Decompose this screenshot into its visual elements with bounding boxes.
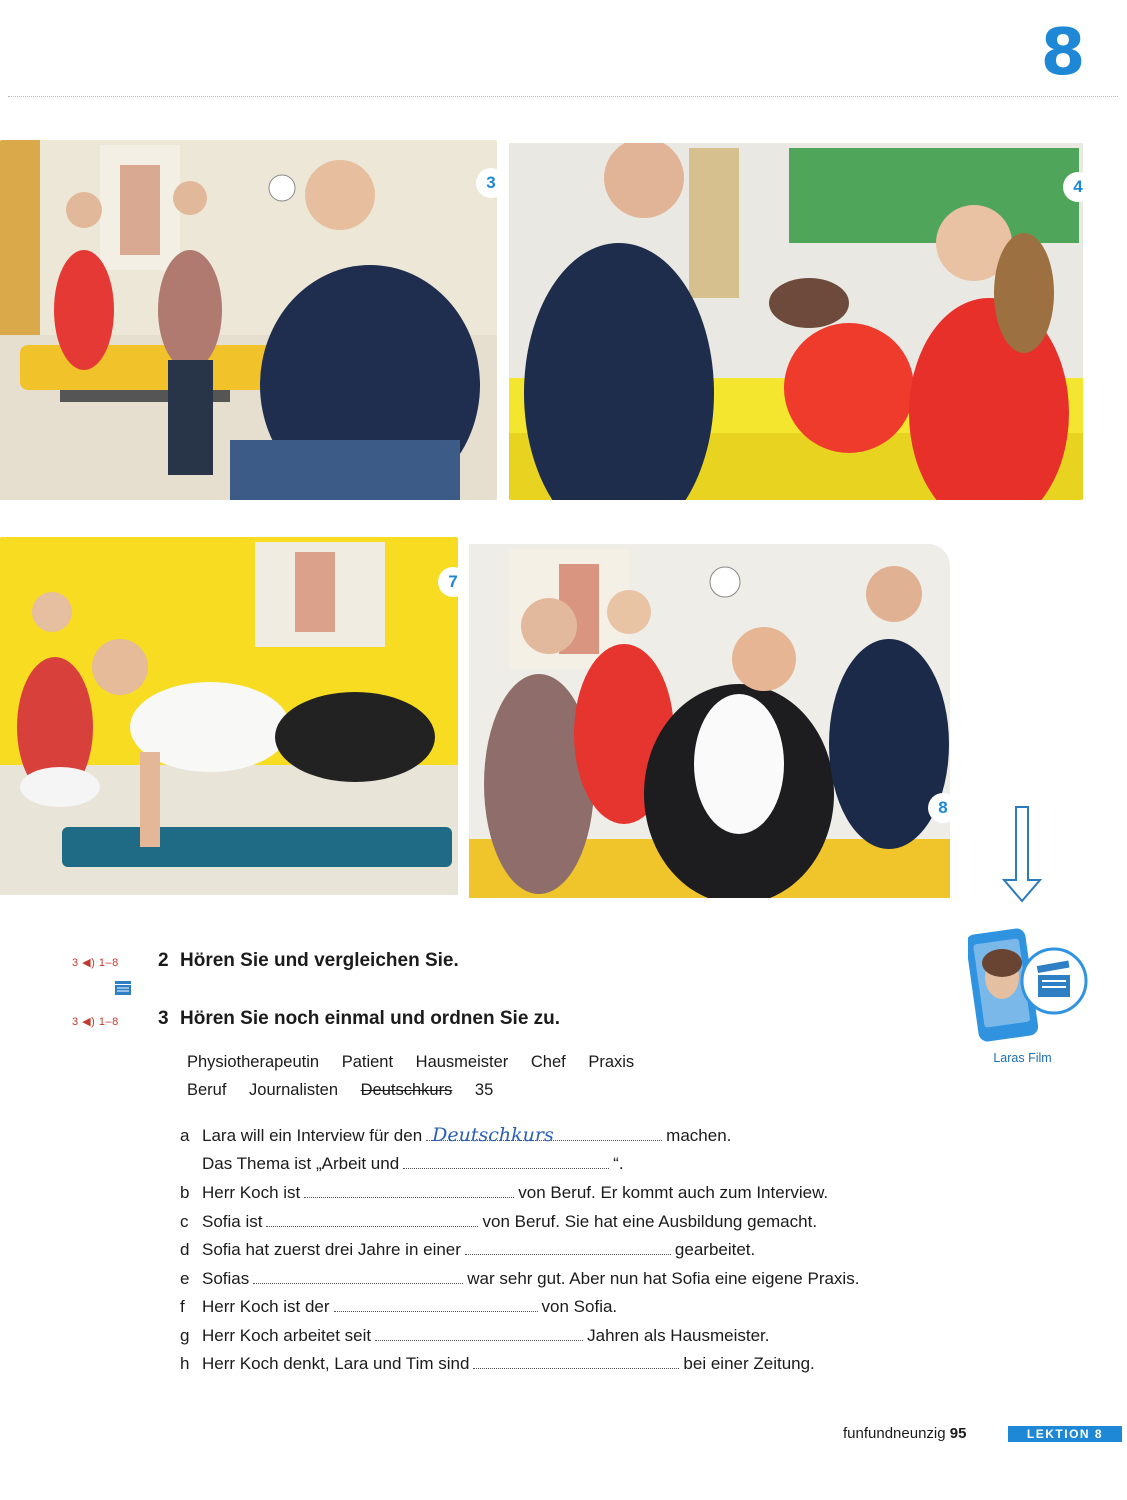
item-g — [180, 1324, 770, 1346]
item-a-continued — [202, 1152, 624, 1174]
answer-blank[interactable] — [253, 1267, 463, 1284]
answer-blank[interactable] — [304, 1181, 514, 1198]
item-text-after: gearbeitet. — [674, 1240, 756, 1259]
exercise-instruction: Hören Sie und vergleichen Sie. — [180, 950, 459, 971]
item-text-before: Herr Koch denkt, Lara und Tim sind — [202, 1354, 470, 1373]
handwritten-answer: Deutschkurs — [432, 1124, 554, 1146]
laras-film-link[interactable] — [968, 925, 1093, 1045]
item-text-before: Herr Koch ist — [202, 1183, 301, 1202]
item-letter: e — [180, 1269, 190, 1288]
item-text-before: Sofia hat zuerst drei Jahre in einer — [202, 1240, 461, 1259]
item-text-after: machen. — [666, 1126, 732, 1145]
item-text-before: Sofias — [202, 1269, 250, 1288]
answer-blank[interactable] — [473, 1352, 679, 1369]
item-text-before: Lara will ein Interview für den — [202, 1126, 423, 1145]
answer-blank[interactable] — [334, 1295, 538, 1312]
word-bank-item: Praxis — [588, 1053, 635, 1071]
word-bank — [187, 1053, 747, 1100]
word-bank-item-used: Deutschkurs — [360, 1081, 453, 1099]
item-text-before: Herr Koch ist der — [202, 1297, 330, 1316]
audio-reference-3[interactable]: 3 ◀) 1–8 — [72, 1016, 119, 1028]
answer-blank[interactable] — [266, 1210, 478, 1227]
phone-icon — [968, 925, 1093, 1045]
exercise-number: 2 — [158, 950, 169, 971]
item-text-after: von Beruf. Sie hat eine Ausbildung gemacht. — [482, 1212, 818, 1231]
exercise-instruction: Hören Sie noch einmal und ordnen Sie zu. — [180, 1008, 561, 1029]
chapter-number: 8 — [1040, 16, 1086, 90]
item-c — [180, 1210, 817, 1232]
answer-blank[interactable] — [465, 1238, 671, 1255]
lektion-badge: LEKTION 8 — [1008, 1426, 1122, 1442]
item-h — [180, 1352, 815, 1374]
item-letter: c — [180, 1212, 189, 1231]
item-d — [180, 1238, 755, 1260]
audio-reference-2[interactable]: 3 ◀) 1–8 — [72, 957, 119, 969]
item-text-after: von Beruf. Er kommt auch zum Interview. — [518, 1183, 829, 1202]
item-letter: h — [180, 1354, 190, 1373]
exercise-2-title — [158, 950, 459, 972]
item-letter: a — [180, 1126, 190, 1145]
item-b — [180, 1181, 828, 1203]
exercise-3-title — [158, 1008, 560, 1030]
top-divider — [8, 96, 1118, 97]
item-text-after: Jahren als Hausmeister. — [587, 1326, 770, 1345]
item-letter: b — [180, 1183, 190, 1202]
photo-7 — [0, 537, 458, 895]
item-letter: f — [180, 1297, 185, 1316]
film-label: Laras Film — [993, 1051, 1052, 1065]
word-bank-item: Journalisten — [249, 1081, 339, 1099]
page-footer — [843, 1425, 966, 1442]
item-letter: d — [180, 1240, 190, 1259]
word-bank-item: Patient — [341, 1053, 394, 1071]
exercise-number: 3 — [158, 1008, 169, 1029]
word-bank-row-2 — [187, 1081, 747, 1100]
item-text-before: Sofia ist — [202, 1212, 263, 1231]
photo-number-3: 3 — [476, 168, 506, 198]
word-bank-item: Chef — [530, 1053, 566, 1071]
item-text-after: “. — [613, 1154, 624, 1173]
item-e — [180, 1267, 859, 1289]
photo-number-8: 8 — [928, 793, 958, 823]
word-bank-item: Physiotherapeutin — [187, 1053, 320, 1071]
item-a — [180, 1124, 731, 1146]
photo-4 — [509, 143, 1083, 500]
item-letter: g — [180, 1326, 190, 1345]
answer-blank[interactable] — [375, 1324, 583, 1341]
word-bank-item: 35 — [474, 1081, 494, 1099]
photo-number-4: 4 — [1063, 172, 1093, 202]
word-bank-row-1 — [187, 1053, 747, 1081]
film-clapper-icon — [1037, 961, 1070, 997]
item-text-after: war sehr gut. Aber nun hat Sofia eine eigene Praxis. — [467, 1269, 860, 1288]
page-number-word: funfundneunzig — [843, 1425, 946, 1442]
photo-3 — [0, 140, 497, 500]
word-bank-item: Beruf — [187, 1081, 227, 1099]
answer-blank[interactable] — [403, 1152, 609, 1169]
item-text-before: Herr Koch arbeitet seit — [202, 1326, 372, 1345]
item-text-before: Das Thema ist „Arbeit und — [202, 1154, 400, 1173]
photo-number-7: 7 — [438, 567, 468, 597]
down-arrow-icon — [1000, 805, 1044, 905]
page-number: 95 — [949, 1425, 967, 1442]
answer-blank[interactable] — [426, 1124, 662, 1146]
item-text-after: bei einer Zeitung. — [683, 1354, 815, 1373]
word-bank-item: Hausmeister — [415, 1053, 509, 1071]
item-f — [180, 1295, 617, 1317]
photo-8 — [469, 544, 950, 898]
film-icon[interactable] — [114, 980, 132, 996]
item-text-after: von Sofia. — [541, 1297, 618, 1316]
